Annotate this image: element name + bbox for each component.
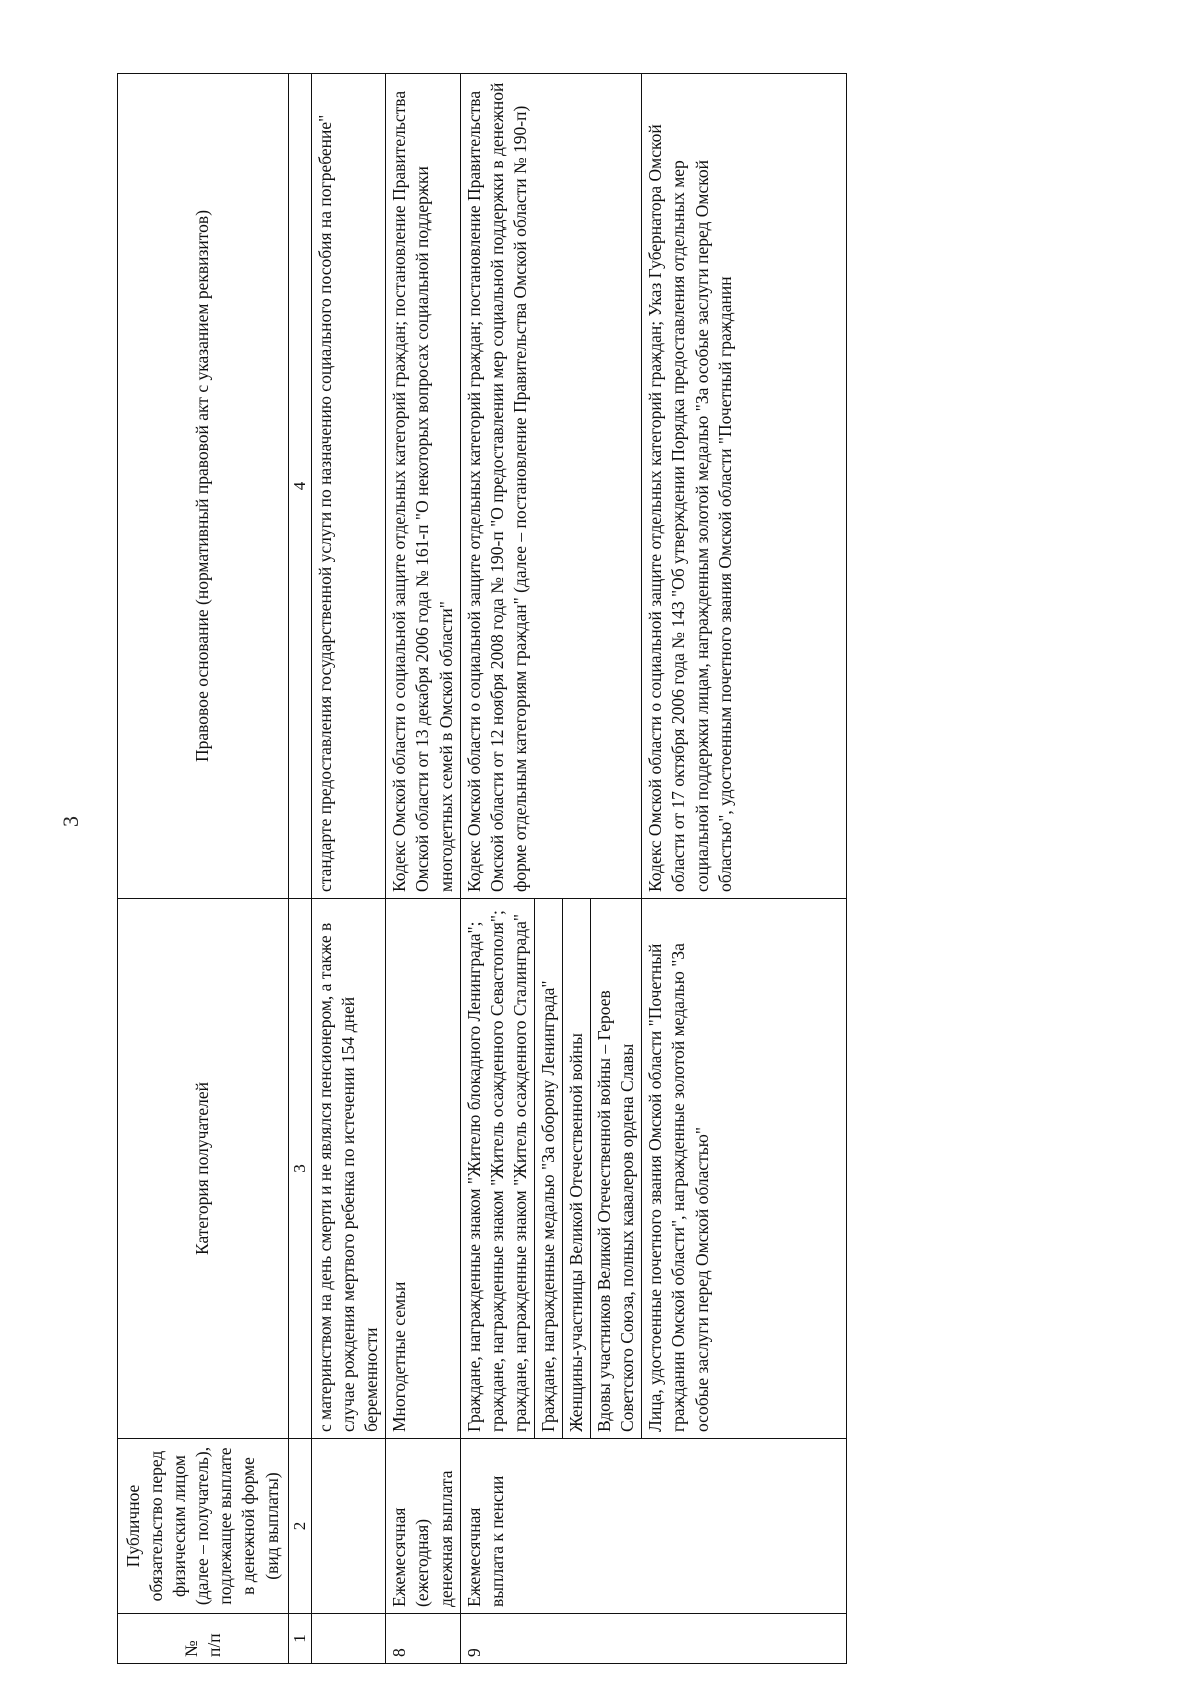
recipient-category: Вдовы участников Великой Отечественной войны – Героев Советского Союза, полных кавалеров ордена Славы xyxy=(591,899,642,1439)
header-legal-basis: Правовое основание (нормативный правовой акт с указанием реквизитов) xyxy=(118,74,289,899)
row-number: 9 xyxy=(460,1614,847,1664)
column-number: 1 xyxy=(288,1614,311,1664)
table-row xyxy=(386,74,460,1664)
page-number: 3 xyxy=(58,816,83,827)
payment-type xyxy=(312,1439,386,1614)
recipient-category: с материнством на день смерти и не являлся пенсионером, а также в случае рождения мертвого ребенка по истечении 154 дней беременности xyxy=(312,899,386,1439)
column-number-row xyxy=(288,74,311,1664)
column-number: 3 xyxy=(288,899,311,1439)
column-number: 2 xyxy=(288,1439,311,1614)
legal-basis: Кодекс Омской области о социальной защите отдельных категорий граждан; Указ Губернатора Омской области от 17 октября 2006 года № 143 "Об утверждении Порядка предоставления отдельных мер социальной поддержки лицам, награжденным золотой медалью "За особые заслуги перед Омской областью", удостоенным почетного звания Омской области "Почетный гражданин xyxy=(642,74,847,899)
header-num: № п/п xyxy=(118,1614,289,1664)
legal-basis: Кодекс Омской области о социальной защите отдельных категорий граждан; постановление Правительства Омской области от 13 декабря 2006 года № 161-п "О некоторых вопросах социальной поддержки многодетных семей в Омской области" xyxy=(386,74,460,899)
payments-table xyxy=(117,73,847,1664)
column-number: 4 xyxy=(288,74,311,899)
legal-basis: стандарте предоставления государственной услуги по назначению социального пособия на погребение" xyxy=(312,74,386,899)
rotated-sheet xyxy=(117,74,1087,1664)
recipient-category: Лица, удостоенные почетного звания Омской области "Почетный гражданин Омской области", награжденные золотой медалью "За особые заслуги перед Омской областью" xyxy=(642,899,847,1439)
header-row xyxy=(118,74,289,1664)
recipient-category: Многодетные семьи xyxy=(386,899,460,1439)
row-number xyxy=(312,1614,386,1664)
row-number: 8 xyxy=(386,1614,460,1664)
table-row xyxy=(460,74,534,1664)
table-row xyxy=(642,74,847,1664)
recipient-category: Женщины-участницы Великой Отечественной войны xyxy=(563,899,591,1439)
header-payment-type: Публичное обязательство перед физическим лицом (далее – получатель), подлежащее выплате в денежной форме (вид выплаты) xyxy=(118,1439,289,1614)
header-categories: Категория получателей xyxy=(118,899,289,1439)
table-row xyxy=(312,74,386,1664)
payment-type: Ежемесячная выплата к пенсии xyxy=(460,1439,847,1614)
recipient-category: Граждане, награжденные знаком "Жителю блокадного Ленинграда"; граждане, награжденные знаком "Житель осажденного Севастополя"; граждане, награжденные знаком "Житель осажденного Сталинграда" xyxy=(460,899,534,1439)
recipient-category: Граждане, награжденные медалью "За оборону Ленинграда" xyxy=(534,899,562,1439)
payment-type: Ежемесячная (ежегодная) денежная выплата xyxy=(386,1439,460,1614)
legal-basis: Кодекс Омской области о социальной защите отдельных категорий граждан; постановление Правительства Омской области от 12 ноября 2008 года № 190-п "О предоставлении мер социальной поддержки в денежной форме отдельным категориям граждан" (далее – постановление Правительства Омской области № 190-п) xyxy=(460,74,642,899)
